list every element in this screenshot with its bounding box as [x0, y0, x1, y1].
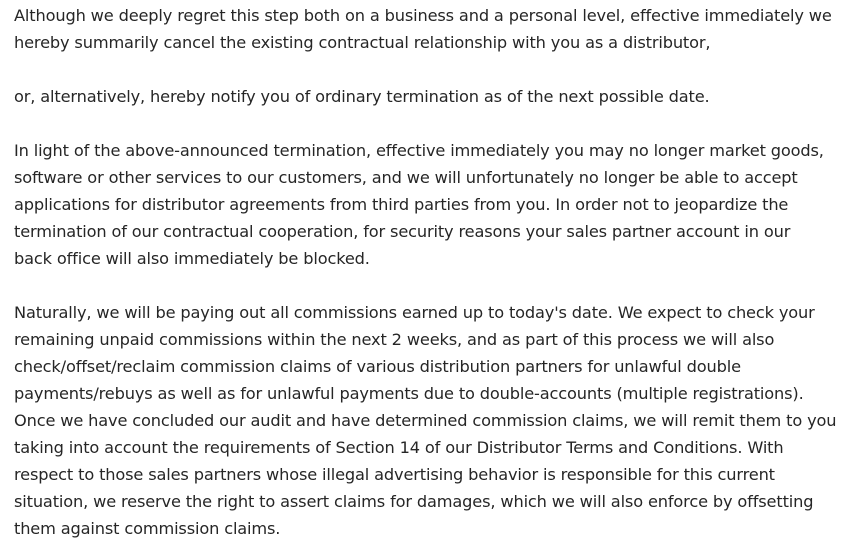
paragraph-ordinary-termination	[14, 83, 861, 110]
text-line: or, alternatively, hereby notify you of ordinary termination as of the next possible date.	[14, 87, 710, 106]
text-line: hereby summarily cancel the existing contractual relationship with you as a distributor,	[14, 33, 711, 52]
text-line: remaining unpaid commissions within the next 2 weeks, and as part of this process we will also	[14, 330, 775, 349]
text-line: In light of the above-announced termination, effective immediately you may no longer market goods,	[14, 141, 824, 160]
text-line: applications for distributor agreements from third parties from you. In order not to jeopardize the	[14, 195, 789, 214]
text-line: situation, we reserve the right to assert claims for damages, which we will also enforce by offsetting	[14, 492, 814, 511]
paragraph-account-blocked	[14, 137, 861, 272]
text-line: Once we have concluded our audit and have determined commission claims, we will remit them to you	[14, 411, 837, 430]
text-line: software or other services to our customers, and we will unfortunately no longer be able to accept	[14, 168, 798, 187]
text-line: Although we deeply regret this step both on a business and a personal level, effective immediately we	[14, 6, 832, 25]
text-line: taking into account the requirements of Section 14 of our Distributor Terms and Conditions. With	[14, 438, 784, 457]
text-line: check/offset/reclaim commission claims of various distribution partners for unlawful double	[14, 357, 741, 376]
paragraph-termination-notice	[14, 2, 861, 56]
text-line: back office will also immediately be blocked.	[14, 249, 370, 268]
text-line: Naturally, we will be paying out all commissions earned up to today's date. We expect to check your	[14, 303, 815, 322]
text-line: respect to those sales partners whose illegal advertising behavior is responsible for this current	[14, 465, 775, 484]
text-line: termination of our contractual cooperation, for security reasons your sales partner account in our	[14, 222, 791, 241]
text-line: them against commission claims.	[14, 519, 281, 538]
text-line: payments/rebuys as well as for unlawful payments due to double-accounts (multiple registrations).	[14, 384, 804, 403]
paragraph-commissions	[14, 299, 861, 542]
